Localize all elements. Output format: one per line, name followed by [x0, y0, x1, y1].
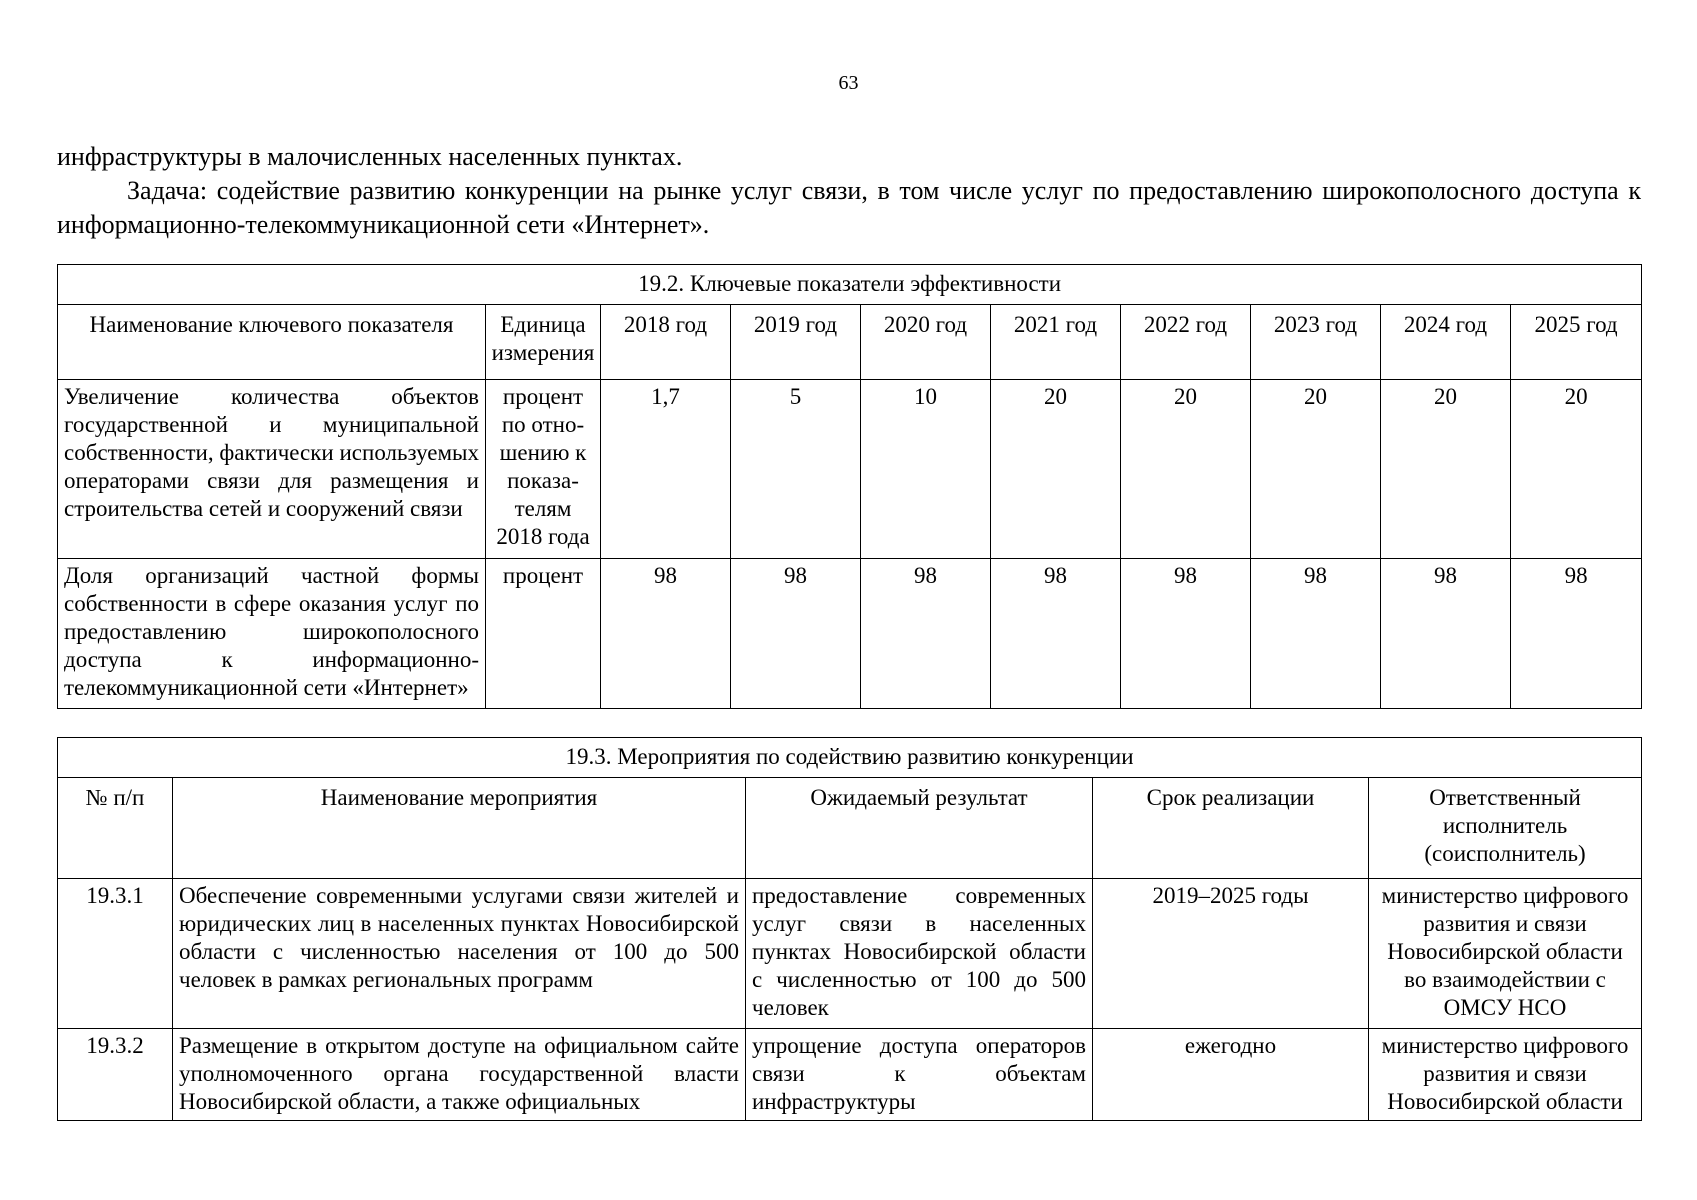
- kpi-header-year: 2019 год: [731, 305, 861, 380]
- kpi-header-year: 2020 год: [861, 305, 991, 380]
- event-number: 19.3.2: [58, 1029, 173, 1121]
- events-header-name: Наименование мероприятия: [173, 778, 746, 879]
- kpi-indicator-name: Доля организаций частной формы собственности в сфере оказания услуг по предоставлению широкополосного доступа к информационно-телекоммуникационной сети «Интернет»: [58, 559, 486, 709]
- kpi-header-year: 2023 год: [1251, 305, 1381, 380]
- table-row: [58, 380, 1642, 559]
- kpi-value: 1,7: [601, 380, 731, 559]
- kpi-value: 10: [861, 380, 991, 559]
- event-result: упрощение доступа операторов связи к объектам инфраструктуры: [746, 1029, 1093, 1121]
- kpi-header-unit: Единица измерения: [486, 305, 601, 380]
- kpi-value: 20: [1511, 380, 1642, 559]
- kpi-unit: процент по отно-шению к показа-телям 2018 года: [486, 380, 601, 559]
- kpi-indicator-name: Увеличение количества объектов государственной и муниципальной собственности, фактически используемых операторами связи для размещения и строительства сетей и сооружений связи: [58, 380, 486, 559]
- intro-line: инфраструктуры в малочисленных населенных пунктах.: [57, 142, 683, 171]
- event-result: предоставление современных услуг связи в населенных пунктах Новосибирской области с численностью от 100 до 500 человек: [746, 879, 1093, 1029]
- event-term: ежегодно: [1093, 1029, 1369, 1121]
- table-row: [58, 1029, 1642, 1121]
- kpi-value: 98: [1381, 559, 1511, 709]
- event-responsible: министерство цифрового развития и связи Новосибирской области: [1369, 1029, 1642, 1121]
- kpi-unit: процент: [486, 559, 601, 709]
- kpi-value: 98: [1251, 559, 1381, 709]
- events-header-responsible: Ответственный исполнитель (соисполнитель): [1369, 778, 1642, 879]
- kpi-value: 5: [731, 380, 861, 559]
- events-table: [57, 737, 1642, 1121]
- kpi-header-name: Наименование ключевого показателя: [58, 305, 486, 380]
- event-number: 19.3.1: [58, 879, 173, 1029]
- kpi-value: 98: [1121, 559, 1251, 709]
- task-paragraph: Задача: содействие развитию конкуренции на рынке услуг связи, в том числе услуг по предоставлению широкополосного доступа к информационно-телекоммуникационной сети «Интернет».: [57, 176, 1641, 239]
- kpi-value: 20: [991, 380, 1121, 559]
- kpi-value: 20: [1381, 380, 1511, 559]
- kpi-value: 98: [861, 559, 991, 709]
- kpi-header-year: 2024 год: [1381, 305, 1511, 380]
- events-header-num: № п/п: [58, 778, 173, 879]
- kpi-value: 98: [991, 559, 1121, 709]
- page-number: 63: [838, 72, 859, 94]
- kpi-table-caption: 19.2. Ключевые показатели эффективности: [58, 265, 1642, 305]
- kpi-value: 98: [731, 559, 861, 709]
- event-name: Размещение в открытом доступе на официальном сайте уполномоченного органа государственной власти Новосибирской области, а также официальных: [173, 1029, 746, 1121]
- kpi-value: 20: [1121, 380, 1251, 559]
- kpi-header-year: 2021 год: [991, 305, 1121, 380]
- events-header-term: Срок реализации: [1093, 778, 1369, 879]
- table-row: [58, 559, 1642, 709]
- kpi-header-year: 2018 год: [601, 305, 731, 380]
- kpi-value: 20: [1251, 380, 1381, 559]
- kpi-value: 98: [1511, 559, 1642, 709]
- event-term: 2019–2025 годы: [1093, 879, 1369, 1029]
- event-responsible: министерство цифрового развития и связи Новосибирской области во взаимодействии с ОМСУ НСО: [1369, 879, 1642, 1029]
- kpi-value: 98: [601, 559, 731, 709]
- kpi-header-year: 2025 год: [1511, 305, 1642, 380]
- kpi-table: [57, 264, 1642, 709]
- events-header-result: Ожидаемый результат: [746, 778, 1093, 879]
- table-row: [58, 879, 1642, 1029]
- event-name: Обеспечение современными услугами связи жителей и юридических лиц в населенных пунктах Новосибирской области с численностью населения от 100 до 500 человек в рамках региональных программ: [173, 879, 746, 1029]
- kpi-header-year: 2022 год: [1121, 305, 1251, 380]
- events-table-caption: 19.3. Мероприятия по содействию развитию конкуренции: [58, 738, 1642, 778]
- intro-text: [57, 140, 1641, 242]
